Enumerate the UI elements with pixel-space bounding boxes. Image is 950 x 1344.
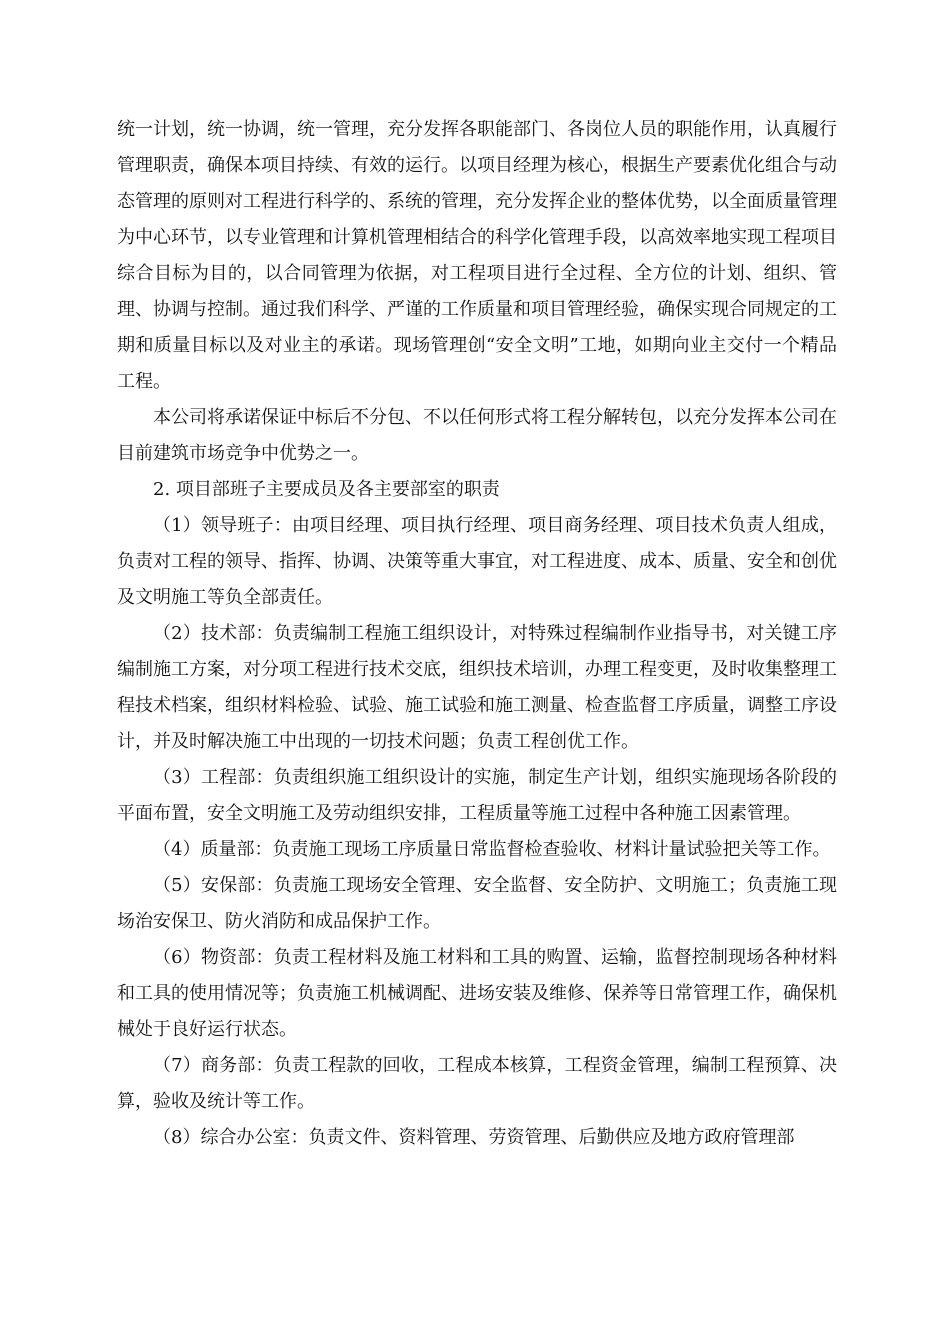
paragraph-leadership: （1）领导班子：由项目经理、项目执行经理、项目商务经理、项目技术负责人组成，负责对工程的领导、指挥、协调、决策等重大事宜，对工程进度、成本、质量、安全和创优及文明施工等负全部责任。	[117, 515, 837, 608]
paragraph-management-principles: 统一计划，统一协调，统一管理，充分发挥各职能部门、各岗位人员的职能作用，认真履行管理职责，确保本项目持续、有效的运行。以项目经理为核心，根据生产要素优化组合与动态管理的原则对工程进行科学的、系统的管理，充分发挥企业的整体优势，以全面质量管理为中心环节，以专业管理和计算机管理相结合的科学化管理手段，以高效率地实现工程项目综合目标为目的，以合同管理为依据，对工程项目进行全过程、全方位的计划、组织、管理、协调与控制。通过我们科学、严谨的工作质量和项目管理经验，确保实现合同规定的工期和质量目标以及对业主的承诺。现场管理创“安全文明”工地，如期向业主交付一个精品工程。	[117, 119, 837, 392]
paragraph-general-office: （8）综合办公室：负责文件、资料管理、劳资管理、后勤供应及地方政府管理部	[153, 1127, 795, 1148]
section-heading: 2. 项目部班子主要成员及各主要部室的职责	[153, 479, 500, 500]
paragraph-no-subcontract: 本公司将承诺保证中标后不分包、不以任何形式将工程分解转包，以充分发挥本公司在目前建筑市场竞争中优势之一。	[117, 407, 837, 464]
paragraph-quality-dept: （4）质量部：负责施工现场工序质量日常监督检查验收、材料计量试验把关等工作。	[153, 839, 831, 860]
document-page	[117, 112, 837, 1156]
paragraph-materials-dept: （6）物资部：负责工程材料及施工材料和工具的购置、运输，监督控制现场各种材料和工具的使用情况等；负责施工机械调配、进场安装及维修、保养等日常管理工作，确保机械处于良好运行状态。	[117, 947, 837, 1040]
paragraph-commerce-dept: （7）商务部：负责工程款的回收，工程成本核算，工程资金管理，编制工程预算、决算，验收及统计等工作。	[117, 1055, 837, 1112]
paragraph-engineering-dept: （3）工程部：负责组织施工组织设计的实施，制定生产计划，组织实施现场各阶段的平面布置，安全文明施工及劳动组织安排，工程质量等施工过程中各种施工因素管理。	[117, 767, 837, 824]
paragraph-technical-dept: （2）技术部：负责编制工程施工组织设计，对特殊过程编制作业指导书，对关键工序编制施工方案，对分项工程进行技术交底，组织技术培训，办理工程变更，及时收集整理工程技术档案，组织材料检验、试验、施工试验和施工测量、检查监督工序质量，调整工序设计，并及时解决施工中出现的一切技术问题；负责工程创优工作。	[117, 623, 837, 752]
paragraph-security-dept: （5）安保部：负责施工现场安全管理、安全监督、安全防护、文明施工；负责施工现场治安保卫、防火消防和成品保护工作。	[117, 875, 837, 932]
